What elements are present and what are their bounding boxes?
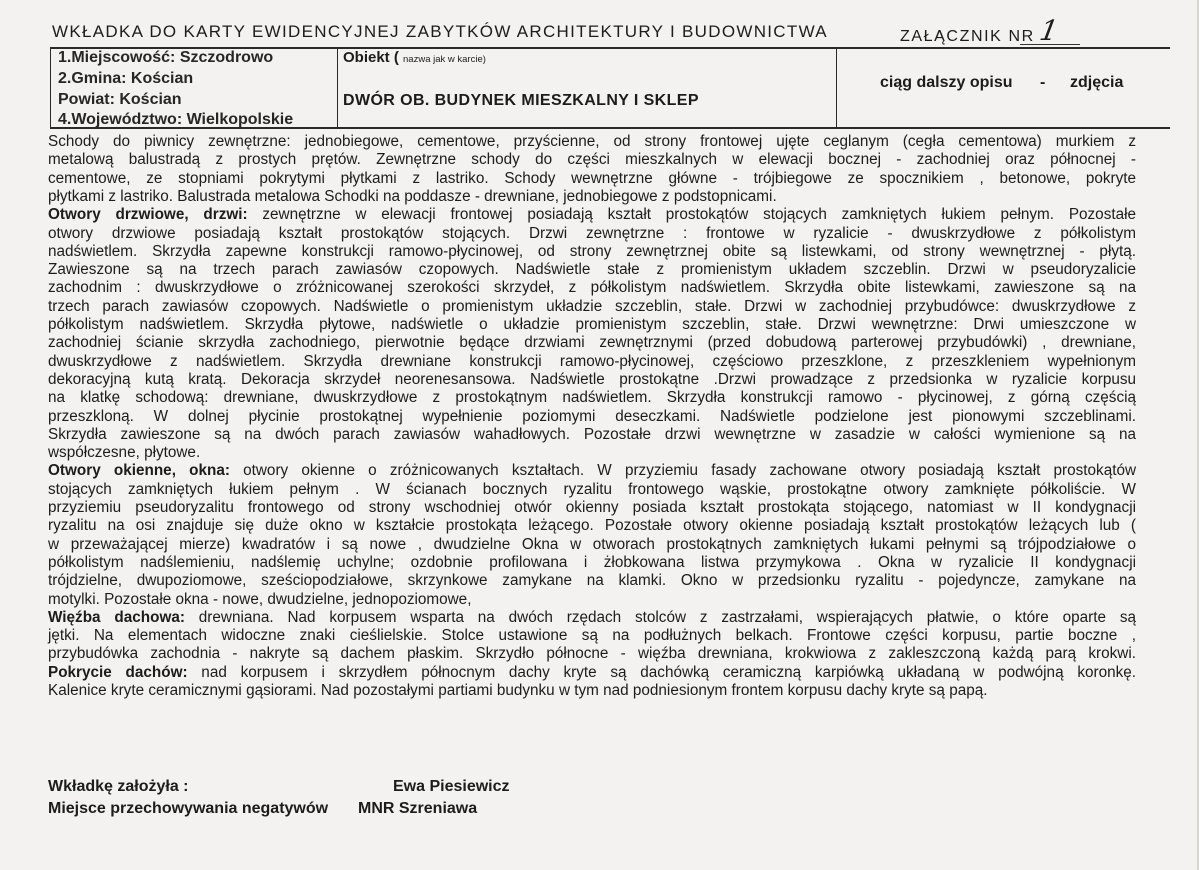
line-text: przeszkloną. W dolnej płycinie prostokątnej wypełnienie poziomymi deseczkami. Nadświetle podzielone jest pionowymi szczeblinami. <box>48 407 1136 425</box>
description-line <box>48 664 1136 682</box>
description-line <box>48 188 1136 206</box>
created-by-value: Ewa Piesiewicz <box>393 778 510 795</box>
description-line <box>48 517 1136 535</box>
field-voivodeship: 4.Województwo: Wielkopolskie <box>58 111 294 128</box>
form-title: WKŁADKA DO KARTY EWIDENCYJNEJ ZABYTKÓW ARCHITEKTURY I BUDOWNICTWA <box>52 22 828 41</box>
attachment-number: 1 <box>1037 14 1061 47</box>
line-text: nadświetlem. Skrzydła zapewne konstrukcji ramowo-płycinowej, od strony zewnętrznej obite są listewkami, od strony wewnętrznej - płytą. <box>48 242 1136 260</box>
line-text: trzech parach zawiasów czopowych. Nadświetle o promienistym układzie szczeblin, stałe. Drzwi w zachodniej przybudówce: dwuskrzydłowe z <box>48 297 1136 315</box>
line-text: w przeważającej mierze) kwadratów i są nowe , dwudzielne Okna w otworach prostokątnych zamkniętych łukami pełnymi są trójpodziałowe o <box>48 535 1136 553</box>
description-line <box>48 371 1136 389</box>
line-text: motylki. Pozostałe okna - nowe, dwudzielne, jednopoziomowe, <box>48 590 472 608</box>
object-label-note: nazwa jak w karcie) <box>403 54 486 65</box>
description-line <box>48 316 1136 334</box>
description-line <box>48 298 1136 316</box>
line-text: przyziemiu pseudoryzalitu frontowego od strony wschodniej otwór okienny posiada kształt prostokąta stojącego, natomiast w II kondygnacji <box>48 499 1136 516</box>
line-text: zewnętrzne w elewacji frontowej posiadają kształt prostokątów stojących zamkniętych łukiem pełnym. Pozostałe <box>247 206 1136 224</box>
continuation-label: ciąg dalszy opisu <box>880 74 1013 91</box>
description-line <box>48 389 1136 407</box>
attachment-underline <box>1020 44 1080 45</box>
line-text: stojących zamkniętych łukiem pełnym . W ścianach bocznych ryzalitu frontowego wąskie, prostokątne otwory zamknięte półkoliście. W <box>48 480 1136 498</box>
line-text: półkolistym nadślemieniu, nadślemię uchylne; ozdobnie profilowana i żłobkowana listwa przymykowa . Okna w ryzalicie II kondygnacji <box>48 553 1136 571</box>
line-text: półkolistym nadświetlem. Skrzydła płytowe, nadświetle o układzie promienistym szczeblin, stałe. Drzwi wewnętrzne: Drwi umieszczone w <box>48 316 1136 333</box>
description-line <box>48 243 1136 261</box>
section-heading: Pokrycie dachów: <box>48 663 188 681</box>
description-line <box>48 682 1136 700</box>
object-label <box>343 49 486 66</box>
description-line <box>48 499 1136 517</box>
line-text: przybudówka zachodnia - nakryte są dachem płaskim. Skrzydło północne - więźba drewniana, krokwiowa z zakleszczoną każdą parą krokwi. <box>48 645 1136 663</box>
description-line <box>48 334 1136 352</box>
line-text: współczesne, płytowe. <box>48 444 201 462</box>
photos-label: zdjęcia <box>1070 74 1124 91</box>
description-line <box>48 572 1136 590</box>
description-line <box>48 133 1136 151</box>
description-line <box>48 554 1136 572</box>
line-text: dekoracyjną kutą kratą. Dekoracja skrzydeł neorenesansowa. Nadświetle prostokątne .Drzwi prowadzące z przedsionka w ryzalicie korpusu <box>48 370 1136 388</box>
description-line <box>48 206 1136 224</box>
section-heading: Więźba dachowa: <box>48 608 185 626</box>
description-line <box>48 170 1136 188</box>
line-text: otwory drzwiowe posiadają kształt prostokątów stojących. Drzwi zewnętrzne : frontowe w ryzalicie - dwuskrzydłowe z półkolistym <box>48 224 1136 242</box>
attachment-label: ZAŁĄCZNIK NR <box>900 28 1035 45</box>
header-divider-right <box>836 47 837 129</box>
line-text: Kalenice kryte ceramicznymi gąsiorami. Nad pozostałymi partiami budynku w tym nad podniesionym frontem korpusu dachy kryte są papą. <box>48 682 988 699</box>
line-text: na klatkę schodową: drewniane, dwuskrzydłowe z prostokątnym nadświetlem. Skrzydła konstrukcji ramowo - płycinowej, z górną częścią <box>48 389 1136 407</box>
description-line <box>48 426 1136 444</box>
description-line <box>48 408 1136 426</box>
description-line <box>48 627 1136 645</box>
line-text: otwory okienne o zróżnicowanych kształtach. W przyziemiu fasady zachowane otwory posiadają kształt prostokątów <box>229 462 1137 480</box>
continuation-dash: - <box>1040 74 1046 91</box>
object-name: DWÓR OB. BUDYNEK MIESZKALNY I SKLEP <box>343 92 699 109</box>
description-line <box>48 481 1136 499</box>
line-text: Skrzydła zawieszone są na dwóch parach zawiasów wahadłowych. Pozostałe drzwi wewnętrzne w zasadzie w całości wymienione są na <box>48 425 1136 443</box>
line-text: zachodniej ścianie skrzydła zachodniego, pierwotnie będące drzwiami zewnętrznymi (przed dobudową parterowej przybudówki) , drewniane, <box>48 334 1136 352</box>
header-divider-mid <box>337 47 338 129</box>
line-text: drewniana. Nad korpusem wsparta na dwóch rzędach stolców z zastrzałami, wspierających płatwie, o które oparte są <box>184 608 1136 626</box>
negatives-location-value: MNR Szreniawa <box>358 800 478 817</box>
description-line <box>48 151 1136 169</box>
line-text: Schody do piwnicy zewnętrzne: jednobiegowe, cementowe, przyścienne, od strony frontowej ujęte ceglanym (cegła cementowa) murkiem z <box>48 133 1136 150</box>
line-text: nad korpusem i skrzydłem północnym dachy kryte są dachówką ceramiczną karpiówką układaną w podwójną koronkę. <box>187 663 1136 681</box>
section-heading: Otwory okienne, okna: <box>48 462 230 480</box>
object-label-text: Obiekt ( <box>343 49 399 66</box>
description-line <box>48 225 1136 243</box>
description-line <box>48 261 1136 279</box>
line-text: ryzalitu na osi znajduje się duże okno w kształcie prostokąta leżącego. Pozostałe otwory okienne posiadają kształt prostokątów leżących lub ( <box>48 517 1136 535</box>
created-by-label: Wkładkę założyła : <box>48 778 189 795</box>
line-text: zachodnim : dwuskrzydłowe o zróżnicowanej szerokości skrzydeł, z półkolistym nadświetlem. Skrzydła obite listewkami, zawieszone są na <box>48 279 1136 297</box>
description-line <box>48 444 1136 462</box>
field-municipality: 2.Gmina: Kościan <box>58 70 194 87</box>
line-text: płytkami z lastriko. Balustrada metalowa Schodki na poddasze - drewniane, jednobiegowe z podstopnicami. <box>48 187 777 205</box>
description-line <box>48 353 1136 371</box>
line-text: trójdzielne, dwupoziomowe, sześciopodziałowe, skrzynkowe zamykane na klamki. Okno w przedsionku ryzalitu - pojedyncze, zamykane na <box>48 572 1136 590</box>
line-text: jętki. Na elementach widoczne znaki cieślielskie. Stolce ustawione są na podłużnych belkach. Frontowe części korpusu, partie boczne , <box>48 627 1136 645</box>
line-text: dwuskrzydłowe z nadświetlem. Skrzydła drewniane konstrukcji ramowo-płycinowej, częściowo przeszklone, z przeszkleniem wypełnionym <box>48 352 1136 370</box>
description-line <box>48 609 1136 627</box>
line-text: cementowe, ze stopniami pokrytymi płytkami z lastriko. Schody wewnętrzne główne - trójbiegowe ze spocznikiem , betonowe, pokryte <box>48 169 1136 187</box>
description-line <box>48 645 1136 663</box>
description-line <box>48 279 1136 297</box>
line-text: Zawieszone są na trzech parach zawiasów czopowych. Nadświetle stałe z promienistym układem szczeblin. Drzwi w pseudoryzalicie <box>48 261 1136 279</box>
description-line <box>48 462 1136 480</box>
description-line <box>48 591 1136 609</box>
field-district: Powiat: Kościan <box>58 91 182 108</box>
description-line <box>48 536 1136 554</box>
negatives-location-label: Miejsce przechowywania negatywów <box>48 800 329 817</box>
header-divider-left <box>50 47 51 129</box>
field-place: 1.Miejscowość: Szczodrowo <box>58 49 274 66</box>
section-heading: Otwory drzwiowe, drzwi: <box>48 206 248 224</box>
line-text: metalową balustradą z prostych prętów. Zewnętrzne schody do części mieszkalnych w elewacji bocznej - zachodniej oraz północnej - <box>48 151 1136 169</box>
